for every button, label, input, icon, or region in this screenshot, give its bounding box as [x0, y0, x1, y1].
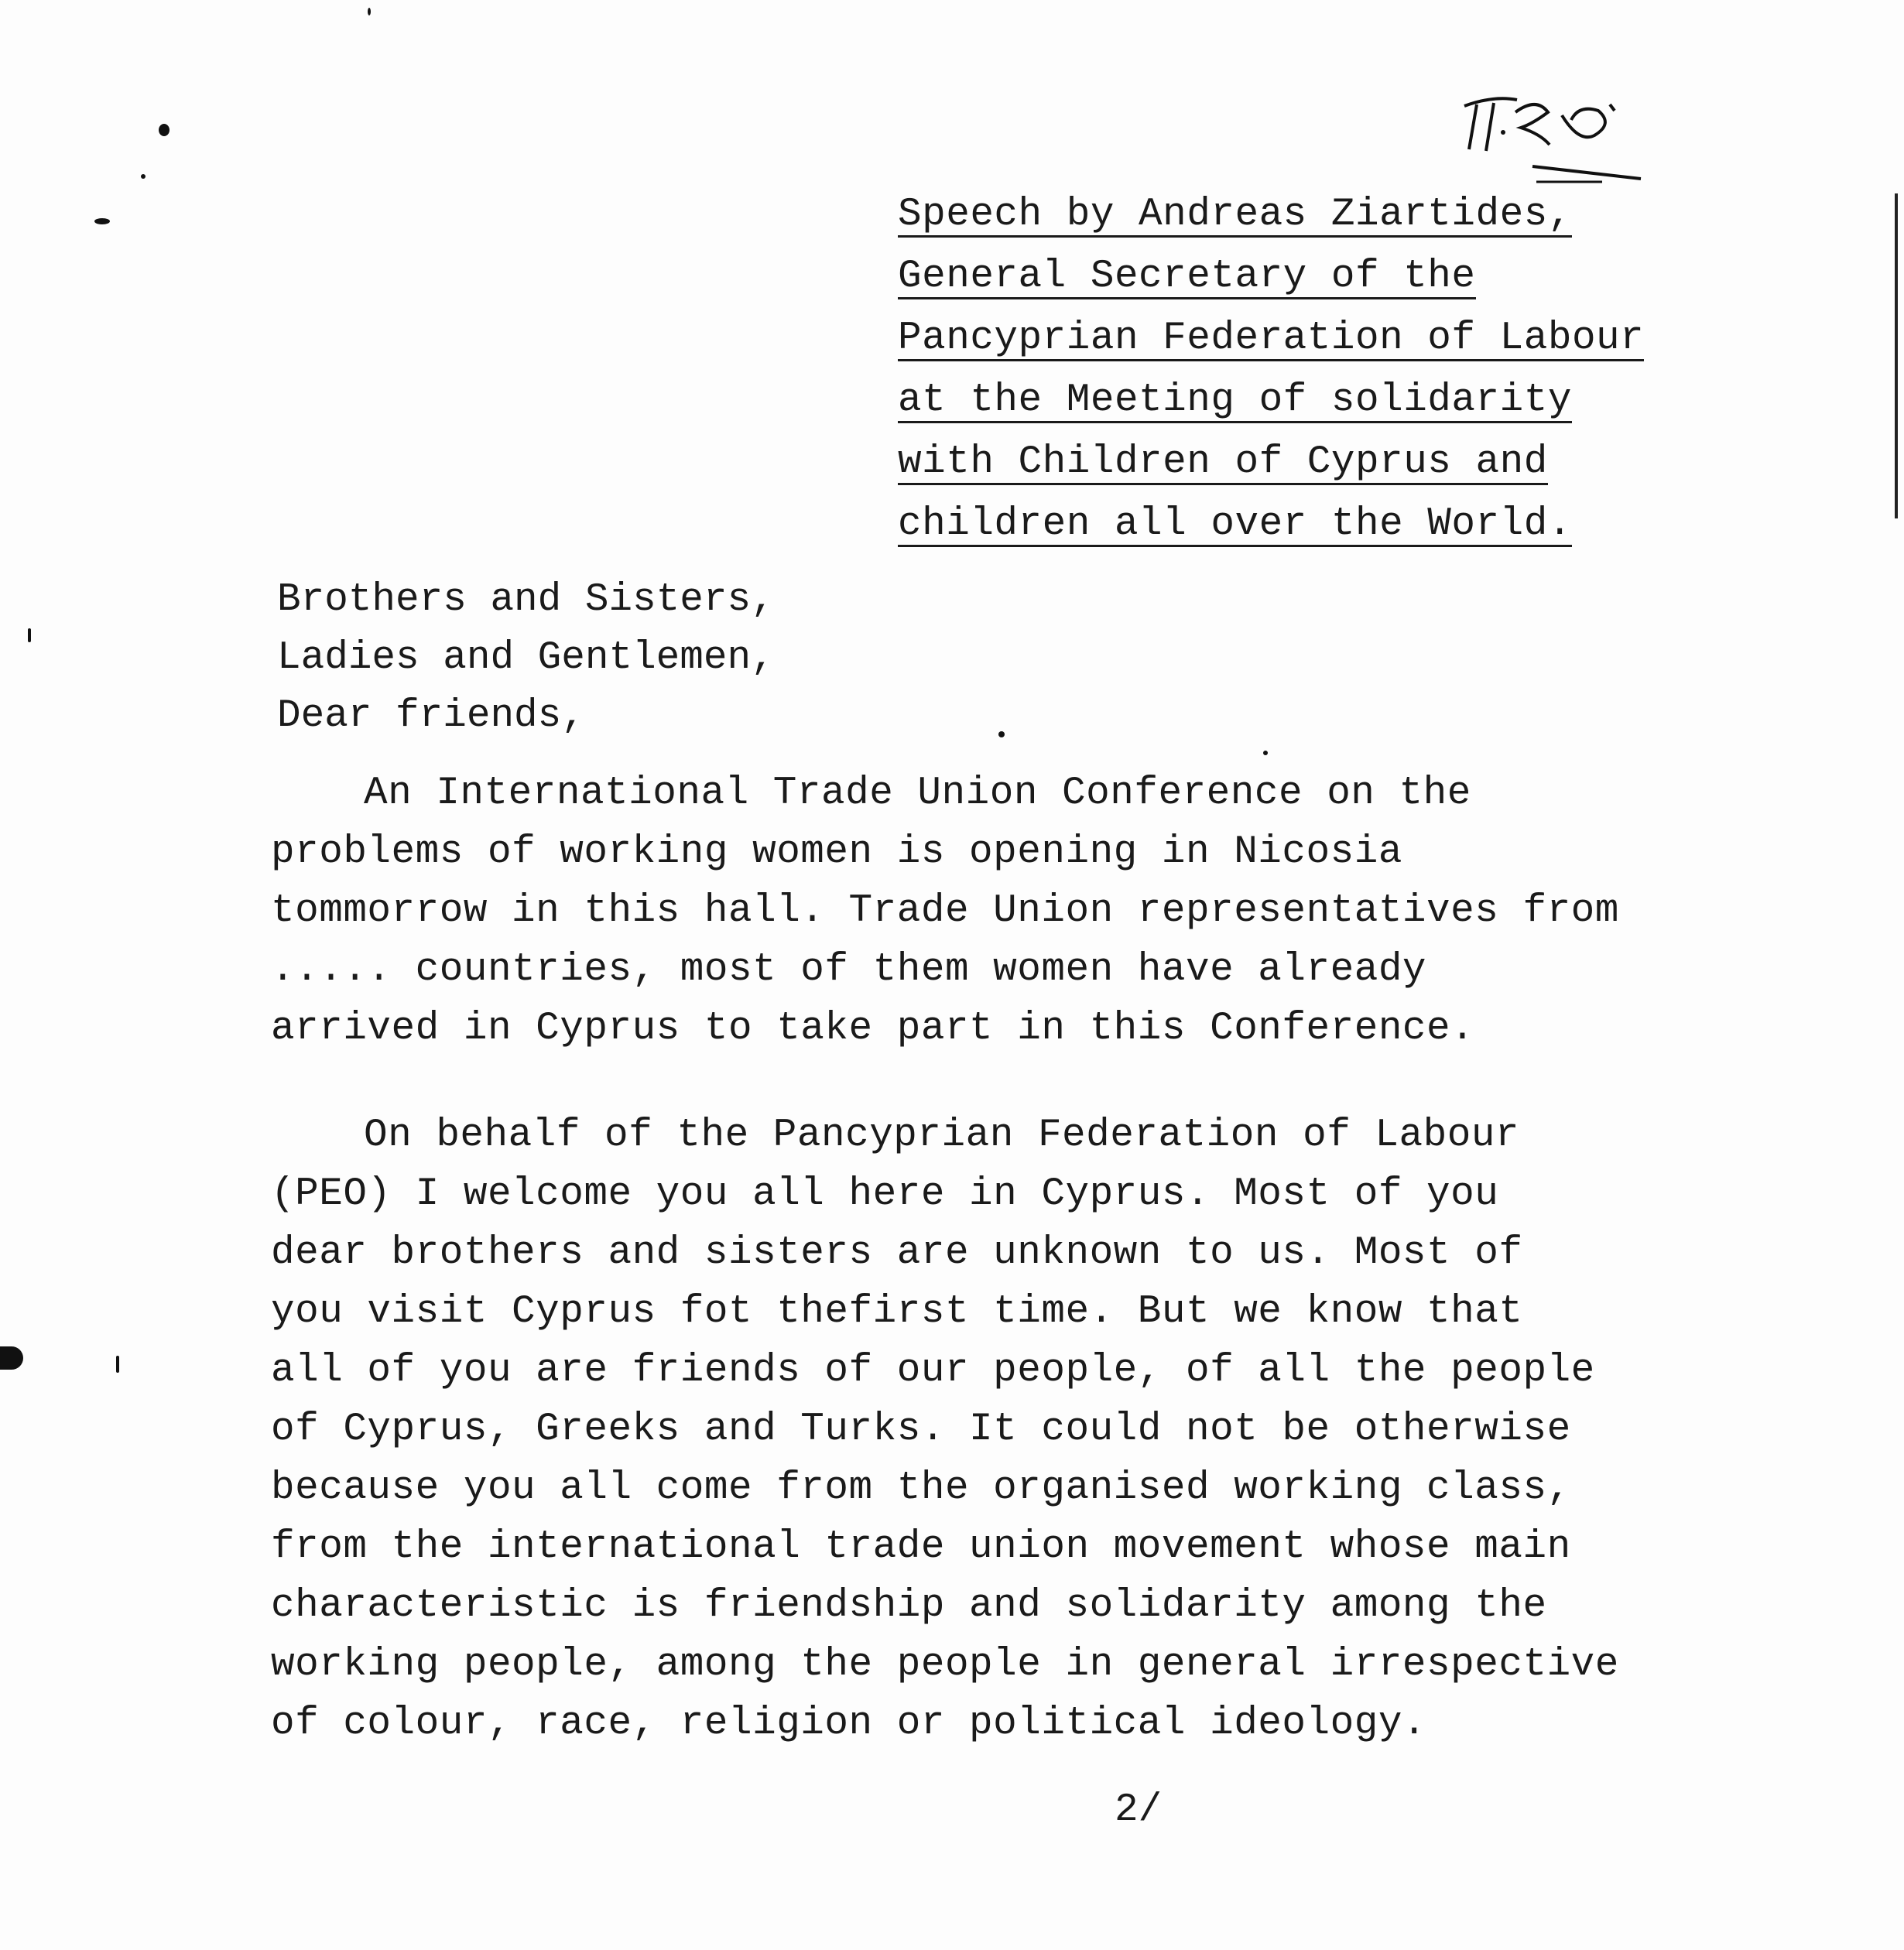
title-line: with Children of Cyprus and	[898, 440, 1548, 484]
paragraph-line: arrived in Cyprus to take part in this Conference.	[271, 1007, 1475, 1051]
scan-speck	[0, 1346, 23, 1370]
paragraph-line: ..... countries, most of them women have already	[271, 948, 1427, 992]
scan-speck	[28, 628, 31, 642]
scan-edge-line	[1895, 193, 1898, 518]
paragraph-line: (PEO) I welcome you all here in Cyprus. Most of you	[271, 1172, 1499, 1216]
scan-speck	[998, 731, 1005, 737]
salutation-block	[277, 571, 1206, 745]
speech-title-block	[898, 193, 1645, 566]
handwritten-reference-mark	[1463, 89, 1649, 190]
paragraph-line: tommorrow in this hall. Trade Union representatives from	[271, 889, 1619, 933]
paragraph-line: characteristic is friendship and solidarity among the	[271, 1584, 1547, 1628]
title-line: Pancyprian Federation of Labour	[898, 316, 1645, 361]
paragraph-welcome	[271, 1107, 1633, 1753]
paragraph-line: problems of working women is opening in Nicosia	[271, 830, 1402, 874]
salutation-line: Brothers and Sisters,	[277, 578, 775, 622]
paragraph-line: of colour, race, religion or political ideology.	[271, 1702, 1427, 1746]
scan-speck	[94, 218, 110, 224]
paragraph-line: you visit Cyprus fot thefirst time. But we know that	[271, 1290, 1523, 1334]
title-line: at the Meeting of solidarity	[898, 378, 1572, 422]
title-line: General Secretary of the	[898, 255, 1476, 299]
paragraph-line: working people, among the people in general irrespective	[271, 1643, 1619, 1687]
paragraph-line: because you all come from the organised working class,	[271, 1466, 1571, 1510]
scan-speck	[116, 1356, 119, 1373]
paragraph-line: all of you are friends of our people, of all the people	[271, 1349, 1595, 1393]
title-line: Speech by Andreas Ziartides,	[898, 193, 1572, 237]
paragraph-conference	[271, 765, 1633, 1059]
title-line: children all over the World.	[898, 502, 1572, 546]
salutation-line: Dear friends,	[277, 694, 585, 738]
paragraph-line: of Cyprus, Greeks and Turks. It could not be otherwise	[271, 1408, 1571, 1452]
paragraph-line: On behalf of the Pancyprian Federation of Labour	[364, 1114, 1520, 1158]
paragraph-line: An International Trade Union Conference on the	[364, 771, 1471, 816]
scan-speck	[1263, 751, 1268, 755]
scan-speck	[159, 124, 170, 136]
paragraph-line: dear brothers and sisters are unknown to us. Most of	[271, 1231, 1523, 1275]
salutation-line: Ladies and Gentlemen,	[277, 636, 775, 680]
paragraph-line: from the international trade union movement whose main	[271, 1525, 1571, 1569]
scan-speck	[141, 174, 146, 179]
scan-speck	[368, 8, 371, 15]
page-number: 2/	[1115, 1788, 1163, 1832]
